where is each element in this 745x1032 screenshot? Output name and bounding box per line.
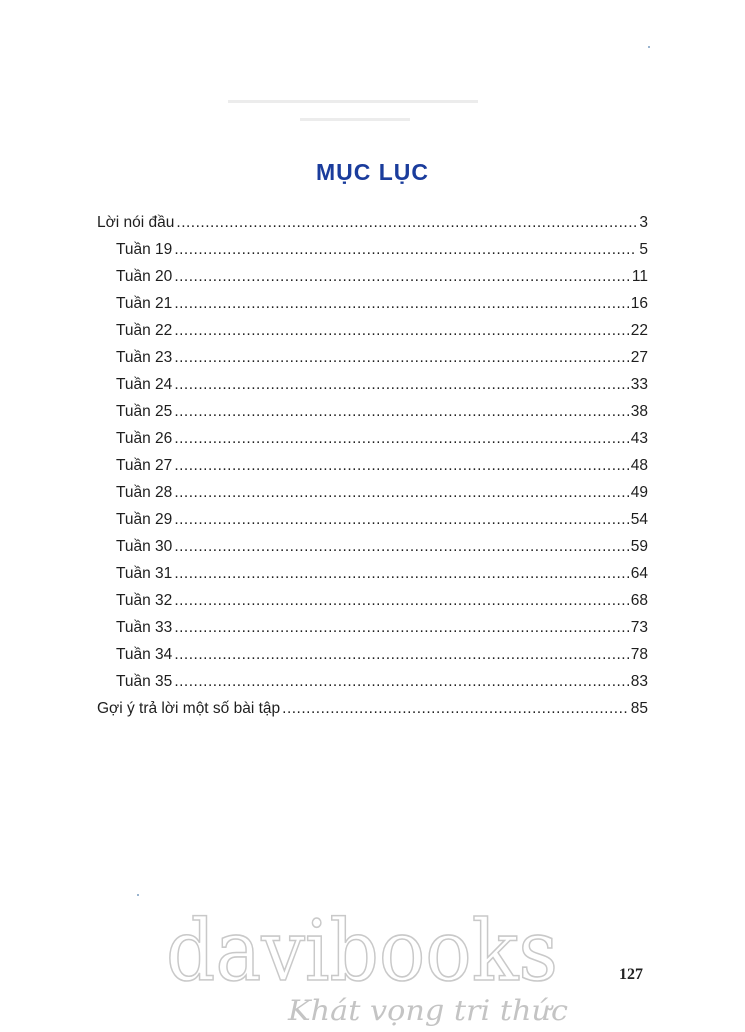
- dot-leader: [174, 560, 628, 587]
- dot-leader: [174, 371, 628, 398]
- toc-entry-label: Tuần 22: [116, 322, 173, 339]
- toc-entry: [97, 263, 648, 290]
- watermark-tagline: Khát vọng tri thức: [286, 994, 569, 1027]
- toc-entry-label: Tuần 26: [116, 430, 173, 447]
- toc-entry: [97, 371, 648, 398]
- dot-leader: [174, 290, 628, 317]
- toc-entry-page-number: 3: [639, 214, 648, 231]
- dot-leader: [176, 209, 637, 236]
- toc-entry: [97, 479, 648, 506]
- dot-leader: [174, 506, 628, 533]
- print-speck: [648, 46, 650, 48]
- toc-entry-label: Tuần 33: [116, 619, 173, 636]
- toc-entry-label: Tuần 29: [116, 511, 173, 528]
- toc-entry-page-number: 38: [630, 403, 648, 420]
- show-through-line: [300, 118, 410, 121]
- show-through-line: [228, 100, 478, 103]
- toc-entry-label: Tuần 27: [116, 457, 173, 474]
- toc-entry-page-number: 49: [630, 484, 648, 501]
- toc-entry-label: Tuần 31: [116, 565, 173, 582]
- toc-entry: [97, 641, 648, 668]
- dot-leader: [174, 587, 628, 614]
- toc-entry-label: Tuần 34: [116, 646, 173, 663]
- dot-leader: [174, 533, 628, 560]
- table-of-contents: [97, 209, 648, 722]
- toc-entry-label: Tuần 20: [116, 268, 173, 285]
- toc-entry-page-number: 85: [630, 700, 648, 717]
- toc-entry-label: Tuần 32: [116, 592, 173, 609]
- toc-entry-label: Tuần 28: [116, 484, 173, 501]
- toc-entry-label: Tuần 21: [116, 295, 173, 312]
- dot-leader: [174, 317, 628, 344]
- toc-entry-page-number: 64: [630, 565, 648, 582]
- dot-leader: [174, 344, 628, 371]
- toc-entry-page-number: 16: [630, 295, 648, 312]
- toc-entry: [97, 614, 648, 641]
- davibooks-watermark-logo: [0, 898, 745, 1032]
- toc-entry-page-number: 22: [630, 322, 648, 339]
- page-number: 127: [619, 966, 643, 983]
- toc-entry: [97, 398, 648, 425]
- toc-entry: [97, 452, 648, 479]
- toc-entry-page-number: 59: [630, 538, 648, 555]
- toc-entry-label: Lời nói đầu: [97, 214, 175, 231]
- toc-entry: [97, 695, 648, 722]
- toc-entry-page-number: 48: [630, 457, 648, 474]
- toc-entry: [97, 587, 648, 614]
- toc-entry-page-number: 43: [630, 430, 648, 447]
- dot-leader: [174, 668, 628, 695]
- toc-entry-page-number: 33: [630, 376, 648, 393]
- toc-entry: [97, 344, 648, 371]
- dot-leader: [174, 452, 628, 479]
- toc-entry-label: Tuần 35: [116, 673, 173, 690]
- toc-entry-label: Tuần 25: [116, 403, 173, 420]
- toc-entry-page-number: 11: [631, 268, 648, 285]
- toc-entry-label: Gợi ý trả lời một số bài tập: [97, 700, 281, 717]
- toc-entry: [97, 290, 648, 317]
- watermark-brand: davibooks: [166, 902, 558, 1000]
- toc-entry-page-number: 5: [639, 241, 648, 258]
- page-title: MỤC LỤC: [315, 159, 430, 186]
- dot-leader: [174, 425, 628, 452]
- toc-entry: [97, 560, 648, 587]
- dot-leader: [174, 479, 628, 506]
- toc-entry-label: Tuần 19: [116, 241, 173, 258]
- toc-entry: [97, 425, 648, 452]
- dot-leader: [174, 614, 628, 641]
- toc-entry-page-number: 27: [630, 349, 648, 366]
- toc-entry-page-number: 83: [630, 673, 648, 690]
- dot-leader: [174, 641, 628, 668]
- toc-entry: [97, 236, 648, 263]
- dot-leader: [174, 398, 628, 425]
- toc-entry-page-number: 73: [630, 619, 648, 636]
- toc-entry-label: Tuần 30: [116, 538, 173, 555]
- toc-entry: [97, 533, 648, 560]
- toc-entry-page-number: 78: [630, 646, 648, 663]
- toc-entry: [97, 506, 648, 533]
- toc-entry: [97, 209, 648, 236]
- toc-entry: [97, 317, 648, 344]
- toc-entry: [97, 668, 648, 695]
- toc-entry-label: Tuần 23: [116, 349, 173, 366]
- toc-entry-page-number: 68: [630, 592, 648, 609]
- print-speck: [137, 894, 139, 896]
- dot-leader: [174, 263, 630, 290]
- dot-leader: [174, 236, 637, 263]
- toc-entry-label: Tuần 24: [116, 376, 173, 393]
- dot-leader: [282, 695, 629, 722]
- toc-entry-page-number: 54: [630, 511, 648, 528]
